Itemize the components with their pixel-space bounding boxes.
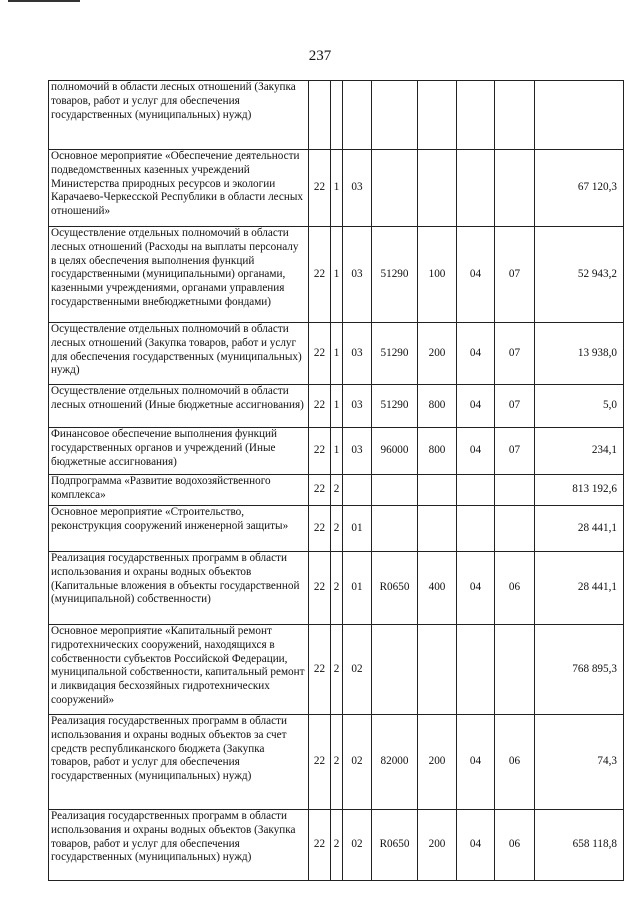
subsection-code: 07 bbox=[495, 428, 535, 475]
measure-code: 03 bbox=[343, 227, 372, 323]
subprogram-code: 1 bbox=[331, 150, 343, 227]
measure-code: 03 bbox=[343, 428, 372, 475]
amount-value: 74,3 bbox=[535, 715, 624, 810]
section-code: 04 bbox=[457, 552, 495, 625]
subsection-code: 07 bbox=[495, 323, 535, 385]
direction-code: 51290 bbox=[372, 385, 418, 428]
measure-code bbox=[343, 81, 372, 150]
row-description: Основное мероприятие «Строительство, реконструкция сооружений инженерной защиты» bbox=[49, 506, 309, 552]
subprogram-code: 1 bbox=[331, 323, 343, 385]
subprogram-code: 1 bbox=[331, 385, 343, 428]
table-row bbox=[49, 150, 624, 227]
table-row bbox=[49, 625, 624, 715]
amount-value: 28 441,1 bbox=[535, 506, 624, 552]
measure-code: 01 bbox=[343, 506, 372, 552]
row-description: полномочий в области лесных отношений (Закупка товаров, работ и услуг для обеспечения государственных (муниципальных) нужд) bbox=[49, 81, 309, 150]
amount-value: 768 895,3 bbox=[535, 625, 624, 715]
measure-code: 01 bbox=[343, 552, 372, 625]
direction-code: 96000 bbox=[372, 428, 418, 475]
row-description: Осуществление отдельных полномочий в области лесных отношений (Расходы на выплаты персоналу в целях обеспечения выполнения функций государственными (муниципальными) органами, казенными учреждениями, органами управления государственными внебюджетными фондами) bbox=[49, 227, 309, 323]
table-row bbox=[49, 475, 624, 506]
amount-value: 234,1 bbox=[535, 428, 624, 475]
amount-value: 813 192,6 bbox=[535, 475, 624, 506]
subsection-code bbox=[495, 150, 535, 227]
expense-type-code: 800 bbox=[418, 385, 457, 428]
direction-code: 82000 bbox=[372, 715, 418, 810]
measure-code: 02 bbox=[343, 715, 372, 810]
measure-code: 02 bbox=[343, 625, 372, 715]
program-code: 22 bbox=[309, 385, 331, 428]
subprogram-code: 2 bbox=[331, 715, 343, 810]
direction-code bbox=[372, 506, 418, 552]
subsection-code: 07 bbox=[495, 227, 535, 323]
row-description: Подпрограмма «Развитие водохозяйственного комплекса» bbox=[49, 475, 309, 506]
amount-value: 67 120,3 bbox=[535, 150, 624, 227]
section-code: 04 bbox=[457, 227, 495, 323]
measure-code: 03 bbox=[343, 323, 372, 385]
program-code: 22 bbox=[309, 475, 331, 506]
subsection-code bbox=[495, 81, 535, 150]
row-description: Реализация государственных программ в области использования и охраны водных объектов за счет средств республиканского бюджета (Закупка товаров, работ и услуг для обеспечения государственных (муниципальных) нужд) bbox=[49, 715, 309, 810]
table-row bbox=[49, 323, 624, 385]
expense-type-code: 200 bbox=[418, 715, 457, 810]
program-code: 22 bbox=[309, 625, 331, 715]
expense-type-code: 100 bbox=[418, 227, 457, 323]
subsection-code: 06 bbox=[495, 810, 535, 881]
subprogram-code: 1 bbox=[331, 227, 343, 323]
table-row bbox=[49, 227, 624, 323]
section-code bbox=[457, 506, 495, 552]
table-row bbox=[49, 81, 624, 150]
program-code: 22 bbox=[309, 323, 331, 385]
section-code bbox=[457, 625, 495, 715]
program-code: 22 bbox=[309, 150, 331, 227]
row-description: Осуществление отдельных полномочий в области лесных отношений (Иные бюджетные ассигнования) bbox=[49, 385, 309, 428]
table-row bbox=[49, 385, 624, 428]
program-code: 22 bbox=[309, 428, 331, 475]
program-code bbox=[309, 81, 331, 150]
expense-type-code: 200 bbox=[418, 323, 457, 385]
section-code: 04 bbox=[457, 428, 495, 475]
subprogram-code: 2 bbox=[331, 475, 343, 506]
section-code: 04 bbox=[457, 323, 495, 385]
expense-type-code: 800 bbox=[418, 428, 457, 475]
program-code: 22 bbox=[309, 810, 331, 881]
program-code: 22 bbox=[309, 227, 331, 323]
direction-code: 51290 bbox=[372, 323, 418, 385]
subprogram-code: 2 bbox=[331, 810, 343, 881]
direction-code bbox=[372, 150, 418, 227]
direction-code: R0650 bbox=[372, 810, 418, 881]
amount-value bbox=[535, 81, 624, 150]
row-description: Осуществление отдельных полномочий в области лесных отношений (Закупка товаров, работ и услуг для обеспечения государственных (муниципальных) нужд) bbox=[49, 323, 309, 385]
subprogram-code: 2 bbox=[331, 552, 343, 625]
amount-value: 13 938,0 bbox=[535, 323, 624, 385]
subsection-code bbox=[495, 475, 535, 506]
row-description: Реализация государственных программ в области использования и охраны водных объектов (Закупка товаров, работ и услуг для обеспечения государственных (муниципальных) нужд) bbox=[49, 810, 309, 881]
expense-type-code: 400 bbox=[418, 552, 457, 625]
measure-code bbox=[343, 475, 372, 506]
subsection-code: 07 bbox=[495, 385, 535, 428]
expense-type-code bbox=[418, 150, 457, 227]
expense-type-code bbox=[418, 506, 457, 552]
subsection-code: 06 bbox=[495, 715, 535, 810]
amount-value: 658 118,8 bbox=[535, 810, 624, 881]
amount-value: 52 943,2 bbox=[535, 227, 624, 323]
table-row bbox=[49, 810, 624, 881]
measure-code: 02 bbox=[343, 810, 372, 881]
program-code: 22 bbox=[309, 715, 331, 810]
section-code bbox=[457, 475, 495, 506]
table-row bbox=[49, 506, 624, 552]
direction-code bbox=[372, 625, 418, 715]
row-description: Основное мероприятие «Обеспечение деятельности подведомственных казенных учреждений Министерства природных ресурсов и экологии Карачаево-Черкесской Республики в области лесных отношений» bbox=[49, 150, 309, 227]
program-code: 22 bbox=[309, 552, 331, 625]
subprogram-code: 2 bbox=[331, 625, 343, 715]
measure-code: 03 bbox=[343, 385, 372, 428]
row-description: Основное мероприятие «Капитальный ремонт гидротехнических сооружений, находящихся в собственности субъектов Российской Федерации, муниципальной собственности, капитальный ремонт и ликвидация бесхозяйных гидротехнических сооружений» bbox=[49, 625, 309, 715]
expense-type-code bbox=[418, 475, 457, 506]
measure-code: 03 bbox=[343, 150, 372, 227]
section-code: 04 bbox=[457, 715, 495, 810]
subprogram-code: 2 bbox=[331, 506, 343, 552]
expense-type-code: 200 bbox=[418, 810, 457, 881]
row-description: Финансовое обеспечение выполнения функций государственных органов и учреждений (Иные бюджетные ассигнования) bbox=[49, 428, 309, 475]
table-row bbox=[49, 715, 624, 810]
section-code bbox=[457, 81, 495, 150]
subsection-code: 06 bbox=[495, 552, 535, 625]
page-number: 237 bbox=[308, 48, 332, 64]
subsection-code bbox=[495, 506, 535, 552]
table-body bbox=[49, 81, 624, 881]
section-code: 04 bbox=[457, 810, 495, 881]
amount-value: 28 441,1 bbox=[535, 552, 624, 625]
subprogram-code bbox=[331, 81, 343, 150]
direction-code bbox=[372, 475, 418, 506]
table-row bbox=[49, 552, 624, 625]
subsection-code bbox=[495, 625, 535, 715]
program-code: 22 bbox=[309, 506, 331, 552]
expense-type-code bbox=[418, 81, 457, 150]
direction-code bbox=[372, 81, 418, 150]
section-code bbox=[457, 150, 495, 227]
direction-code: R0650 bbox=[372, 552, 418, 625]
budget-table bbox=[48, 80, 624, 881]
scan-edge-mark bbox=[8, 0, 80, 2]
table-row bbox=[49, 428, 624, 475]
amount-value: 5,0 bbox=[535, 385, 624, 428]
subprogram-code: 1 bbox=[331, 428, 343, 475]
section-code: 04 bbox=[457, 385, 495, 428]
expense-type-code bbox=[418, 625, 457, 715]
direction-code: 51290 bbox=[372, 227, 418, 323]
row-description: Реализация государственных программ в области использования и охраны водных объектов (Капитальные вложения в объекты государственной (муниципальной) собственности) bbox=[49, 552, 309, 625]
